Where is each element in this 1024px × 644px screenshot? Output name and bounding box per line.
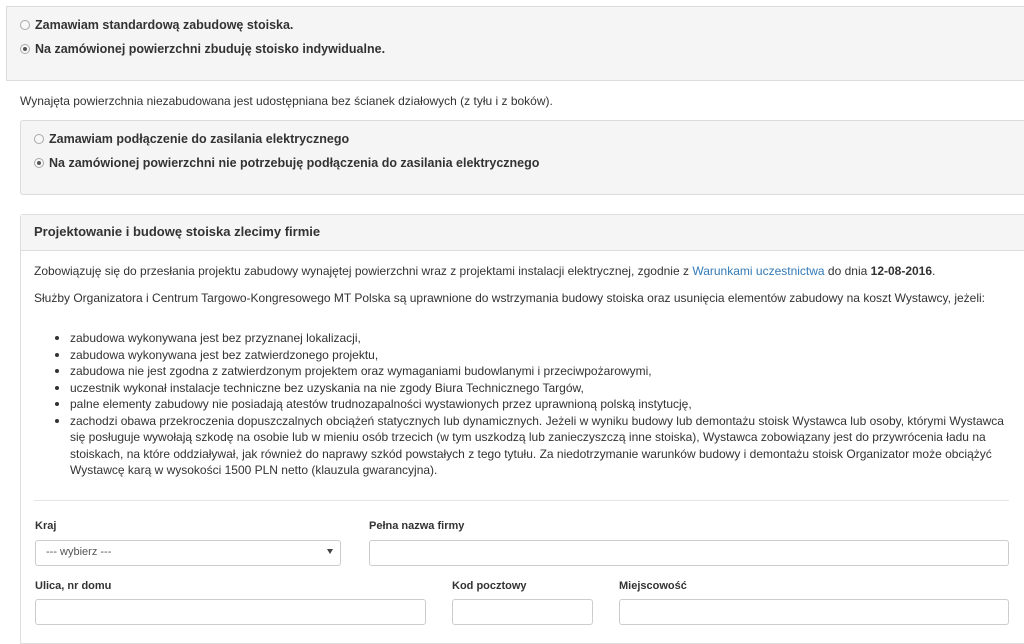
radio-individual-booth[interactable]: [20, 42, 385, 56]
radio-button-checked-icon[interactable]: [20, 44, 30, 54]
postal-code-label: Kod pocztowy: [452, 580, 527, 592]
country-label: Kraj: [35, 520, 57, 532]
list-item: zabudowa wykonywana jest bez zatwierdzonego projektu,: [70, 347, 1009, 364]
radio-label: Zamawiam standardową zabudowę stoiska.: [35, 18, 294, 32]
dropdown-arrow-icon: [327, 549, 333, 554]
list-item: zabudowa nie jest zgodna z zatwierdzonym projektem oraz wymaganiami budowlanymi i przeciwpożarowymi,: [70, 363, 1009, 380]
radio-standard-booth[interactable]: [20, 18, 293, 32]
obligation-text-end: .: [932, 264, 936, 278]
country-select-value: --- wybierz ---: [46, 546, 112, 558]
conditions-list: [34, 330, 1009, 479]
radio-label: Na zamówionej powierzchni zbuduję stoisko indywidualne.: [35, 42, 386, 56]
radio-label: Zamawiam podłączenie do zasilania elektrycznego: [49, 132, 350, 146]
radio-button-checked-icon[interactable]: [34, 158, 44, 168]
list-item: zachodzi obawa przekroczenia dopuszczalnych obciążeń statycznych lub dynamicznych. Jeżeli w wyniku budowy lub demontażu stoisk Wystawca lub osoby, którymi Wystawca się posługuje wywołają szkodę na osobie lub w mieniu osób trzecich (w tym uszkodzą lub zanieczyszczą inne stoiska), Wystawca zobowiązany jest do przywrócenia ładu na stoiskach, na które oddziaływał, jak również do naprawy szkód powstałych z tego tytułu. Za niedotrzymanie warunków budowy i demontażu stoisk Organizator może obciążyć Wystawcę karą w wysokości 1500 PLN netto (klauzula gwarancyjna).: [70, 413, 1009, 479]
obligation-text-start: Zobowiązuję się do przesłania projektu zabudowy wynajętej powierzchni wraz z projektami instalacji elektrycznej, zgodnie z: [34, 264, 693, 278]
obligation-text: [34, 264, 935, 278]
deadline-date: 12-08-2016: [870, 264, 933, 278]
radio-button-icon[interactable]: [20, 20, 30, 30]
terms-link[interactable]: Warunkami uczestnictwa: [692, 264, 825, 278]
list-item: zabudowa wykonywana jest bez przyznanej lokalizacji,: [70, 330, 1009, 347]
radio-power-no[interactable]: [34, 156, 539, 170]
company-name-input[interactable]: [369, 540, 1009, 566]
obligation-text-middle: do dnia: [824, 264, 871, 278]
project-panel: [20, 214, 1024, 644]
city-label: Miejscowość: [619, 580, 687, 592]
company-name-label: Pełna nazwa firmy: [369, 520, 465, 532]
radio-power-yes[interactable]: [34, 132, 349, 146]
list-item: palne elementy zabudowy nie posiadają atestów trudnozapalności wystawionych przez uprawnioną polską instytucję,: [70, 396, 1009, 413]
divider: [34, 500, 1009, 501]
radio-label: Na zamówionej powierzchni nie potrzebuję podłączenia do zasilania elektrycznego: [49, 156, 540, 170]
postal-code-input[interactable]: [452, 599, 593, 625]
street-label: Ulica, nr domu: [35, 580, 112, 592]
list-item: uczestnik wykonał instalacje techniczne bez uzyskania na nie zgody Biura Technicznego Targów,: [70, 380, 1009, 397]
power-panel: [20, 120, 1024, 195]
city-input[interactable]: [619, 599, 1009, 625]
radio-button-icon[interactable]: [34, 134, 44, 144]
info-text: Wynajęta powierzchnia niezabudowana jest udostępniana bez ścianek działowych (z tyłu i z boków).: [20, 94, 553, 108]
street-input[interactable]: [35, 599, 426, 625]
booth-build-panel: [6, 6, 1024, 81]
conditions-intro: Służby Organizatora i Centrum Targowo-Kongresowego MT Polska są uprawnione do wstrzymania budowy stoiska oraz usunięcia elementów zabudowy na koszt Wystawcy, jeżeli:: [34, 291, 986, 305]
country-select[interactable]: [35, 540, 341, 566]
panel-heading: Projektowanie i budowę stoiska zlecimy firmie: [21, 215, 1024, 251]
